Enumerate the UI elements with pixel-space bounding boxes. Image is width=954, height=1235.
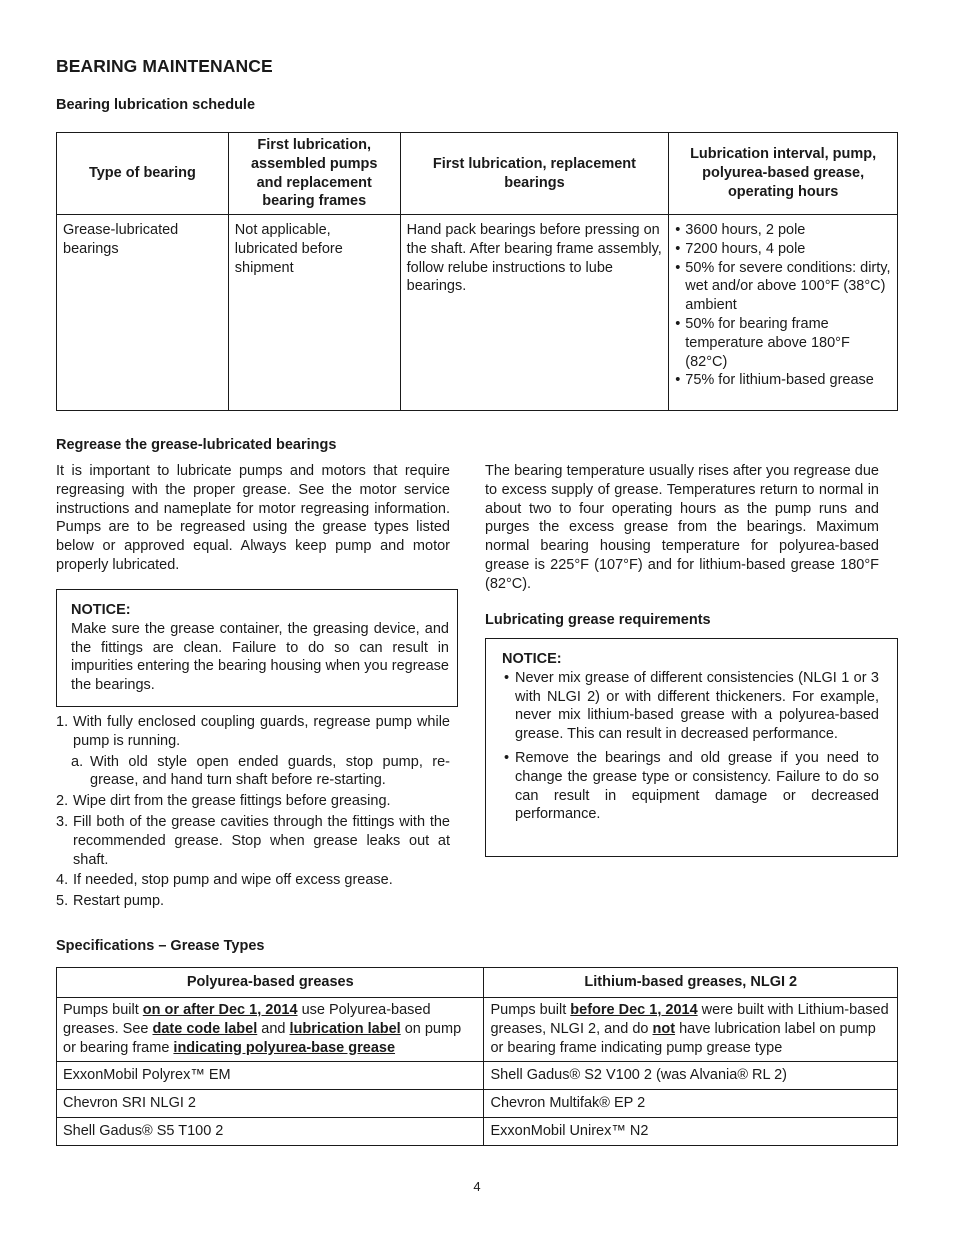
list-item: • Never mix grease of different consistencies (NLGI 1 or 3 with NLGI 2) or with different thickeners. For example, never mix lithium-based grease with a polyurea-based grease. This can result in decreased performance. xyxy=(502,669,879,744)
notice-box-requirements xyxy=(485,638,898,857)
list-item: • 3600 hours, 2 pole xyxy=(675,221,891,240)
list-item: • 7200 hours, 4 pole xyxy=(675,240,891,259)
notice-box-clean xyxy=(56,589,458,707)
regrease-steps xyxy=(56,713,450,913)
cell-intervals xyxy=(669,215,898,411)
regrease-intro: It is important to lubricate pumps and motors that require regreasing with the proper grease. See the motor service instructions and nameplate for motor regreasing information. Pumps are to be regreased using the grease types listed below or approved equal. Always keep pump and motor properly lubricated. xyxy=(56,463,450,573)
table-header-row xyxy=(57,968,898,998)
header-type-of-bearing: Type of bearing xyxy=(57,133,229,215)
page-title: BEARING MAINTENANCE xyxy=(56,56,273,76)
page-number: 4 xyxy=(473,1179,481,1194)
cell-first-assembled: Not applicable, lubricated before shipment xyxy=(228,215,400,411)
table-row xyxy=(57,1118,898,1146)
table-row xyxy=(57,1062,898,1090)
list-item: • 50% for bearing frame temperature above 180°F (82°C) xyxy=(675,315,891,371)
list-item: • 75% for lithium-based grease xyxy=(675,371,891,390)
interval-list xyxy=(675,221,891,390)
header-first-lubrication-replacement: First lubrication, replacement bearings xyxy=(400,133,669,215)
table-cell: ExxonMobil Polyrex™ EM xyxy=(57,1062,484,1090)
regrease-intro-block xyxy=(56,462,450,575)
step-item: 2. Wipe dirt from the grease fittings before greasing. xyxy=(56,793,391,810)
spec-title: Specifications – Grease Types xyxy=(56,938,265,954)
step-item: 3. Fill both of the grease cavities through the fittings with the recommended grease. Stop when grease leaks out at shaft. xyxy=(56,813,450,868)
lubrication-schedule-table xyxy=(56,132,898,411)
temperature-block xyxy=(485,462,879,594)
cell-first-replacement: Hand pack bearings before pressing on the shaft. After bearing frame assembly, follow relube instructions to lube bearings. xyxy=(400,215,669,411)
table-cell: Chevron Multifak® EP 2 xyxy=(484,1090,898,1118)
table-row xyxy=(57,1090,898,1118)
list-item: • Remove the bearings and old grease if you need to change the grease type or consistency. Failure to do so can result in equipment damage or decreased performance. xyxy=(502,749,879,824)
notice-label: NOTICE: xyxy=(71,602,131,618)
regrease-title: Regrease the grease-lubricated bearings xyxy=(56,437,337,453)
grease-types-table xyxy=(56,967,898,1146)
table-row xyxy=(57,998,898,1062)
table-cell: Shell Gadus® S5 T100 2 xyxy=(57,1118,484,1146)
header-first-lubrication-assembled: First lubrication, assembled pumps and replacement bearing frames xyxy=(228,133,400,215)
cell-lithium-note: Pumps built before Dec 1, 2014 were built with Lithium-based greases, NLGI 2, and do not have lubrication label on pump or bearing frame indicating pump grease type xyxy=(484,998,898,1062)
step-item: 4. If needed, stop pump and wipe off excess grease. xyxy=(56,872,393,889)
cell-bearing-type: Grease-lubricated bearings xyxy=(57,215,229,411)
step-item: 5. Restart pump. xyxy=(56,893,165,910)
requirements-title: Lubricating grease requirements xyxy=(485,612,711,628)
temperature-text: The bearing temperature usually rises after you regrease due to excess supply of grease. Temperatures return to normal in about two to four operating hours as the pump runs and purges the excess grease from the bearings. Maximum normal bearing housing temperature for polyurea-based grease is 225°F (107°F) and for lithium-based grease 180°F (82°C). xyxy=(485,463,879,592)
notice-text: Make sure the grease container, the greasing device, and the fittings are clean. Failure to do so can result in impurities entering the bearing housing when you regrease the bearings. xyxy=(71,620,449,694)
header-lithium: Lithium-based greases, NLGI 2 xyxy=(484,968,898,998)
header-polyurea: Polyurea-based greases xyxy=(57,968,484,998)
step-item: 1. With fully enclosed coupling guards, regrease pump while pump is running. xyxy=(56,714,450,749)
table-cell: ExxonMobil Unirex™ N2 xyxy=(484,1118,898,1146)
notice-label: NOTICE: xyxy=(502,651,562,667)
header-lubrication-interval: Lubrication interval, pump, polyurea-based grease, operating hours xyxy=(669,133,898,215)
table-cell: Chevron SRI NLGI 2 xyxy=(57,1090,484,1118)
table-cell: Shell Gadus® S2 V100 2 (was Alvania® RL 2) xyxy=(484,1062,898,1090)
cell-polyurea-note: Pumps built on or after Dec 1, 2014 use Polyurea-based greases. See date code label and lubrication label on pump or bearing frame indicating polyurea-base grease xyxy=(57,998,484,1062)
notice-bullets xyxy=(502,669,879,824)
table-header-row xyxy=(57,133,898,215)
step-subitem: a. With old style open ended guards, stop pump, re-grease, and hand turn shaft before re-starting. xyxy=(71,753,450,789)
schedule-title: Bearing lubrication schedule xyxy=(56,97,256,113)
table-row xyxy=(57,215,898,411)
list-item: • 50% for severe conditions: dirty, wet and/or above 100°F (38°C) ambient xyxy=(675,259,891,315)
